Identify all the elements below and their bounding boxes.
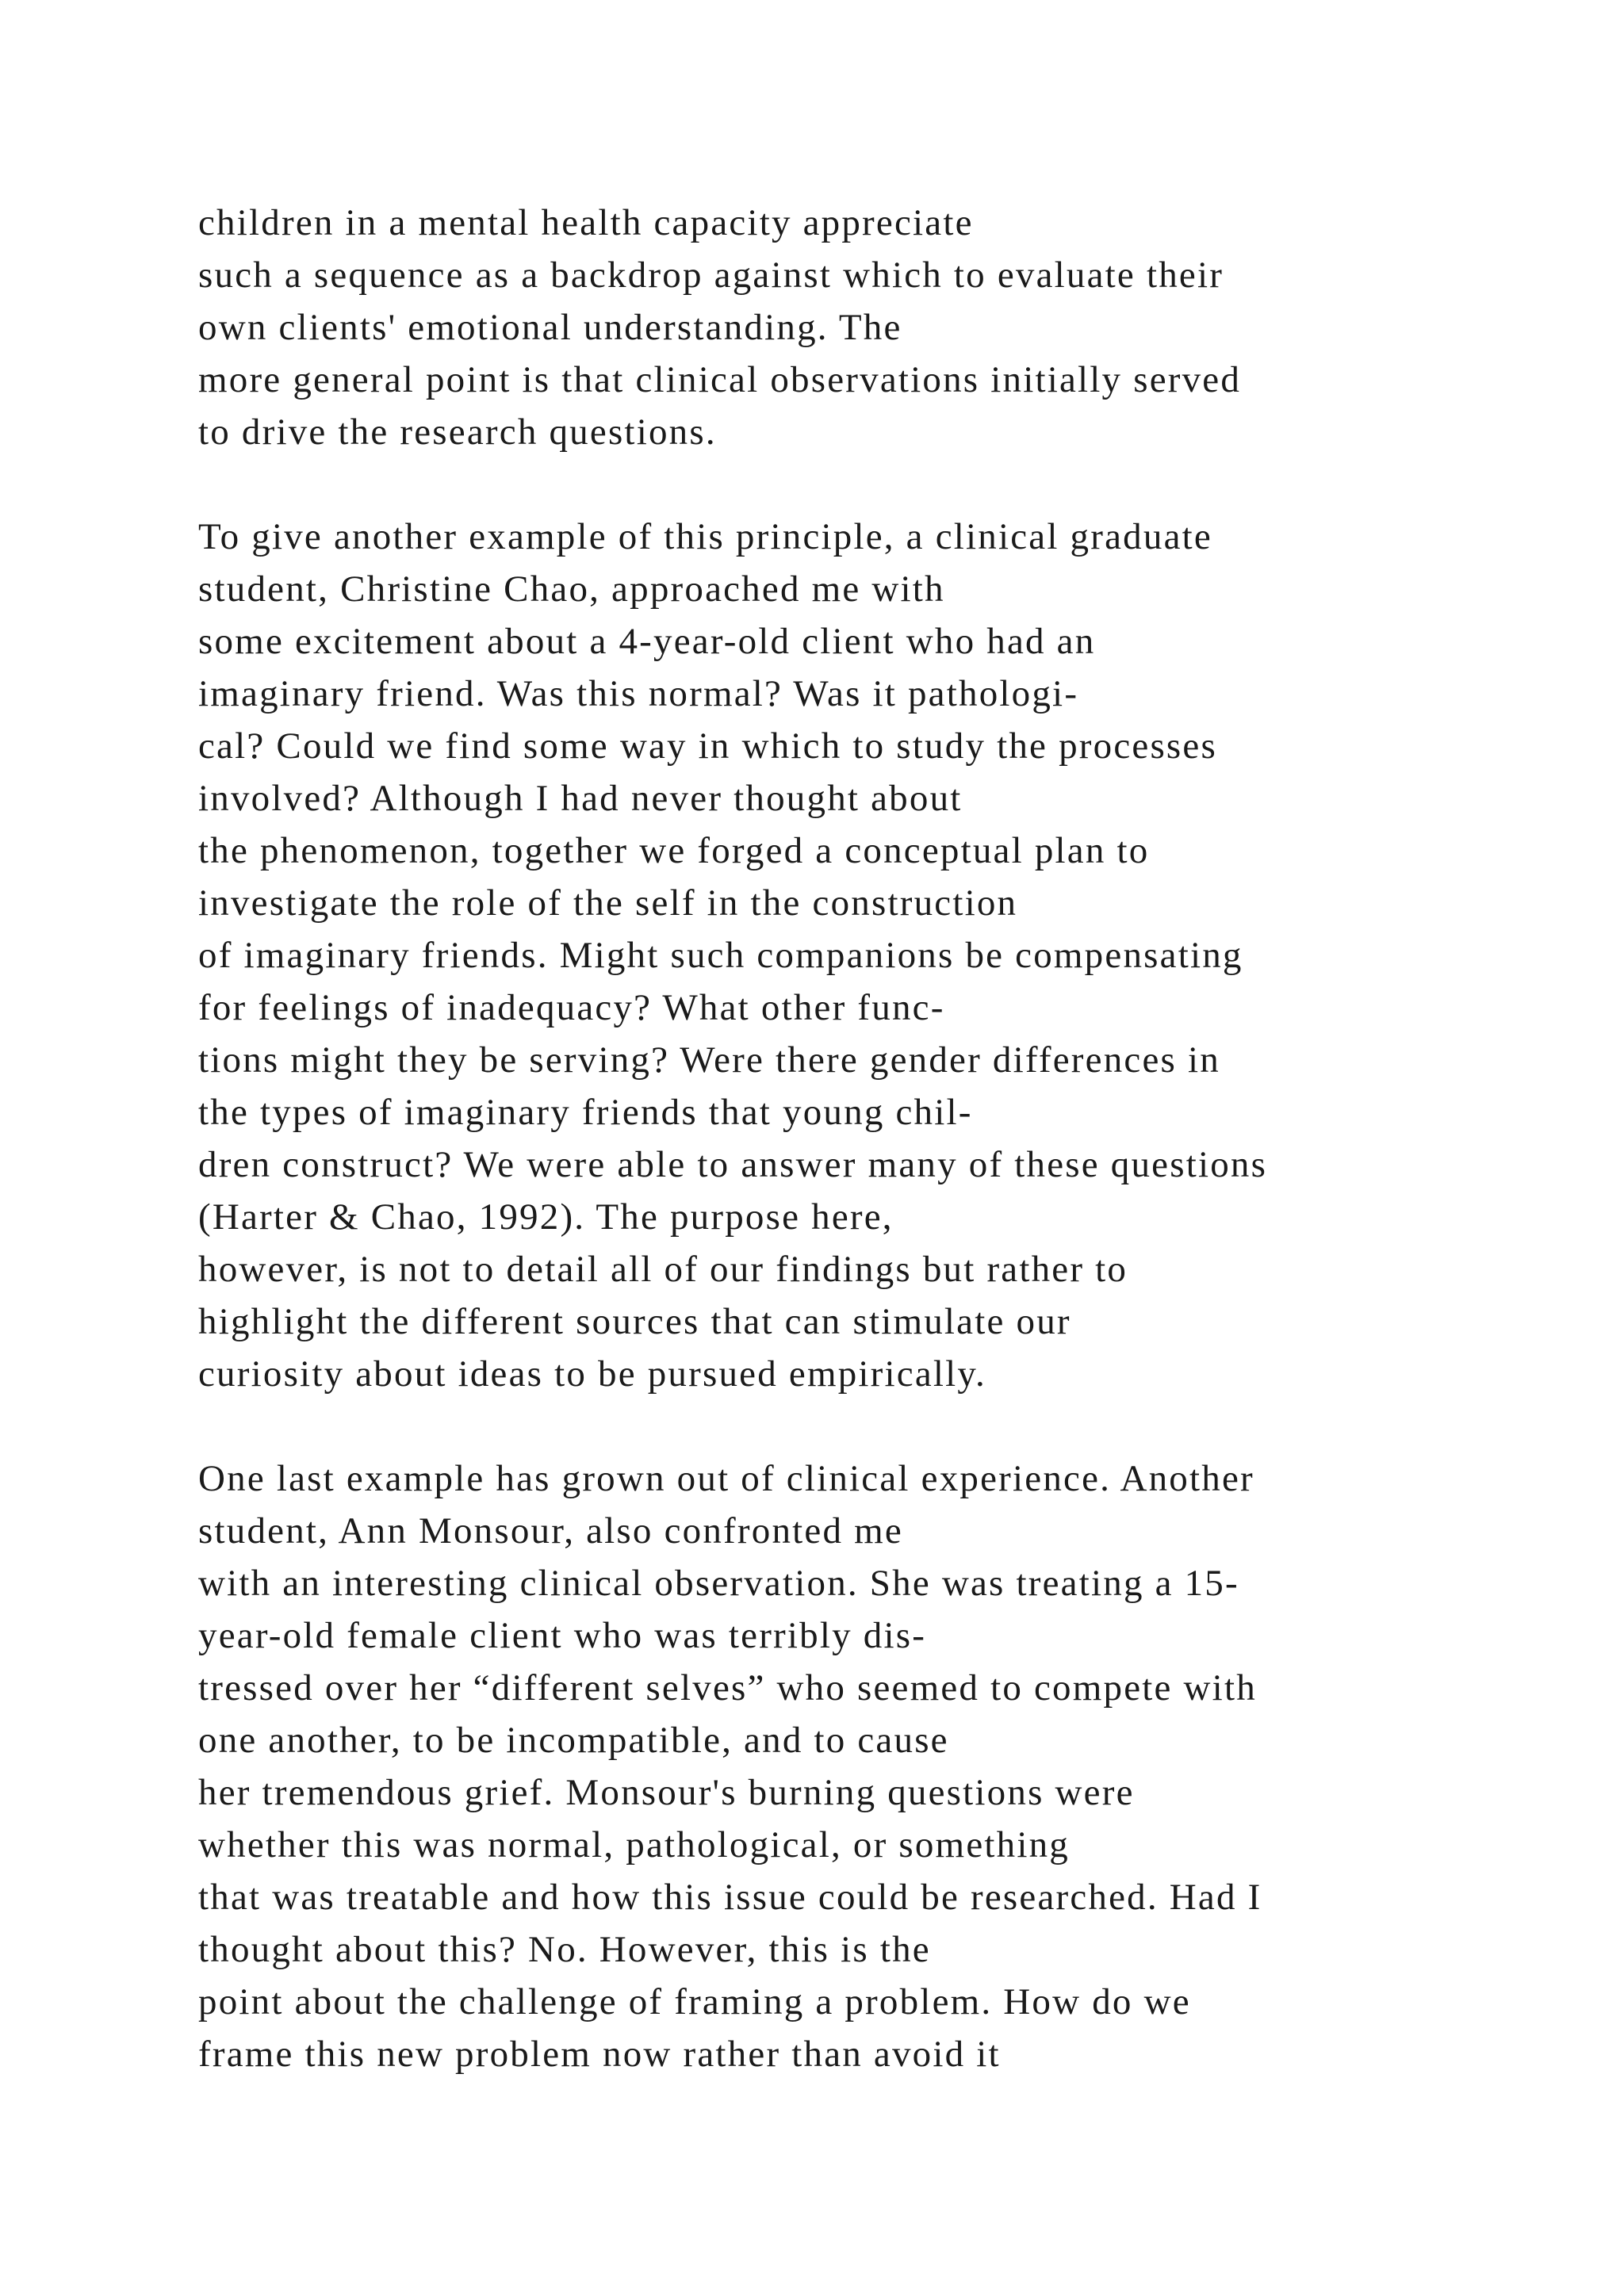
body-text (198, 197, 1546, 2080)
text-line: tressed over her “different selves” who seemed to compete with (198, 1667, 1257, 1709)
text-line: student, Ann Monsour, also confronted me (198, 1510, 903, 1552)
text-line: for feelings of inadequacy? What other func- (198, 987, 945, 1028)
text-line: To give another example of this principle, a clinical graduate (198, 516, 1212, 557)
paragraph-3 (198, 1452, 1546, 2080)
text-line: curiosity about ideas to be pursued empirically. (198, 1353, 987, 1395)
text-line: (Harter & Chao, 1992). The purpose here, (198, 1196, 894, 1238)
text-line: the types of imaginary friends that young chil- (198, 1092, 973, 1133)
text-line: to drive the research questions. (198, 411, 717, 453)
paragraph-2 (198, 511, 1546, 1400)
text-line: children in a mental health capacity appreciate (198, 202, 974, 243)
text-line: with an interesting clinical observation. She was treating a 15- (198, 1563, 1239, 1604)
text-line: dren construct? We were able to answer many of these questions (198, 1144, 1268, 1185)
text-line: more general point is that clinical observations initially served (198, 359, 1242, 400)
text-line: tions might they be serving? Were there gender differences in (198, 1039, 1220, 1081)
text-line: one another, to be incompatible, and to cause (198, 1720, 949, 1761)
text-line: involved? Although I had never thought about (198, 778, 963, 819)
text-line: that was treatable and how this issue could be researched. Had I (198, 1877, 1262, 1918)
text-line: highlight the different sources that can stimulate our (198, 1301, 1071, 1342)
text-line: such a sequence as a backdrop against which to evaluate their (198, 254, 1224, 296)
text-line: point about the challenge of framing a problem. How do we (198, 1981, 1191, 2022)
text-line: year-old female client who was terribly dis- (198, 1615, 927, 1656)
text-line: whether this was normal, pathological, or something (198, 1824, 1070, 1866)
text-line: some excitement about a 4-year-old client who had an (198, 621, 1096, 662)
text-line: One last example has grown out of clinical experience. Another (198, 1458, 1254, 1499)
text-line: however, is not to detail all of our findings but rather to (198, 1249, 1128, 1290)
paragraph-1 (198, 197, 1546, 458)
text-line: of imaginary friends. Might such companions be compensating (198, 935, 1243, 976)
text-line: student, Christine Chao, approached me with (198, 568, 945, 610)
text-line: frame this new problem now rather than avoid it (198, 2034, 1001, 2075)
text-line: the phenomenon, together we forged a conceptual plan to (198, 830, 1150, 871)
text-line: thought about this? No. However, this is the (198, 1929, 931, 1970)
text-line: investigate the role of the self in the construction (198, 882, 1018, 924)
text-line: imaginary friend. Was this normal? Was it pathologi- (198, 673, 1079, 714)
text-line: her tremendous grief. Monsour's burning questions were (198, 1772, 1135, 1813)
text-line: cal? Could we find some way in which to study the processes (198, 725, 1217, 767)
text-line: own clients' emotional understanding. The (198, 307, 902, 348)
